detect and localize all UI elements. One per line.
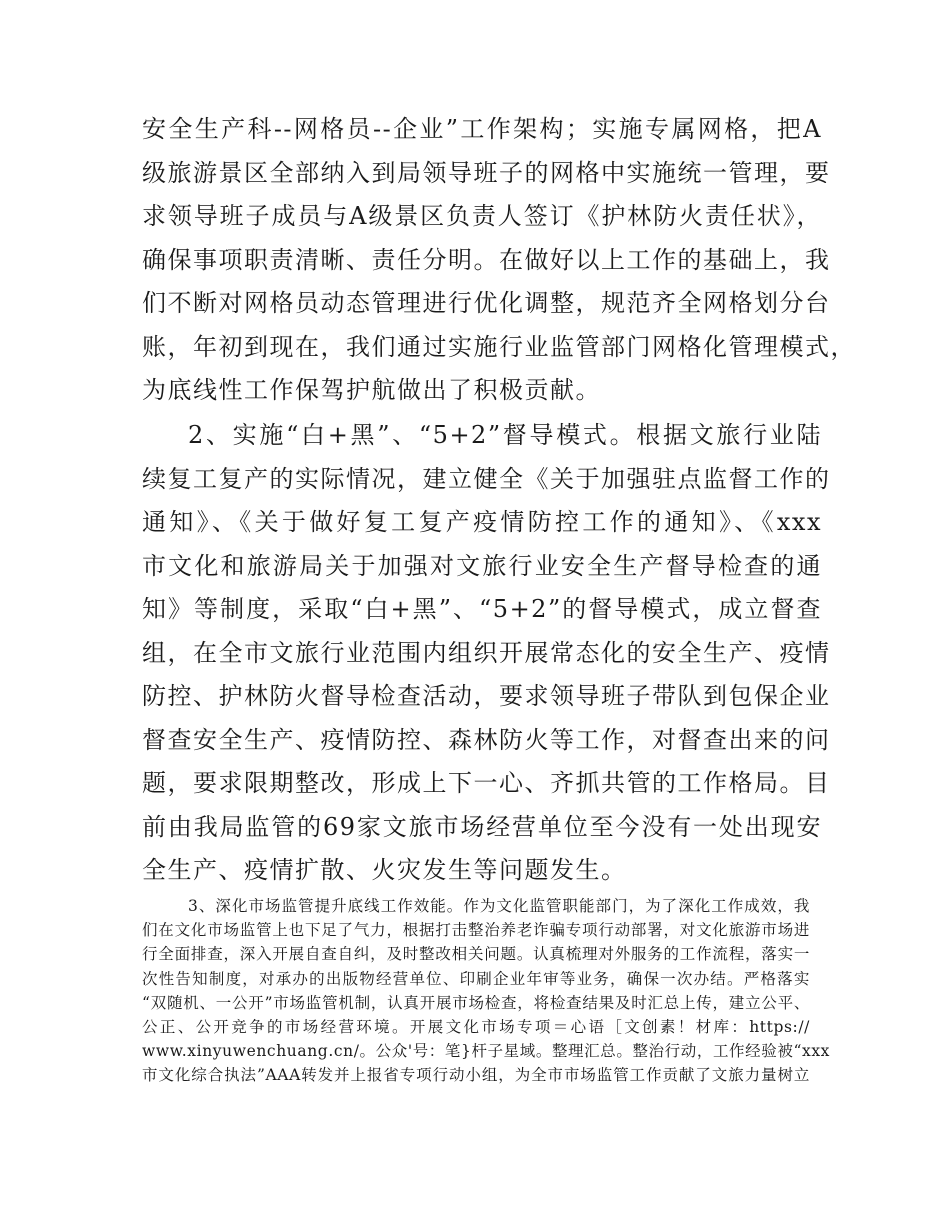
text-line: www.xinyuwenchuang.cn/。公众'号：笔}杆子星域。整理汇总。整治行动，工作经验被“xxx [142,1042,831,1061]
text-line: 组，在全市文旅行业范围内组织开展常态化的安全生产、疫情 [142,638,831,667]
text-line: 账，年初到现在，我们通过实施行业监管部门网格化管理模式， [142,332,856,361]
text-line: 市文化综合执法”AAA转发并上报省专项行动小组，为全市市场监管工作贡献了文旅力量树立 [142,1066,810,1085]
text-line: 安全生产科--网格员--企业”工作架构；实施专属网格，把A [142,115,822,143]
text-line: 公正、公开竞争的市场经营环境。开展文化市场专项＝心语［文创素！材库：https:// [142,1017,810,1036]
paragraph-2 [142,414,831,893]
text-line: “双随机、一公开”市场监管机制，认真开展市场检查，将检查结果及时汇总上传，建立公平、 [142,993,810,1012]
text-line: 们在文化市场监管上也下足了气力，根据打击整治养老诈骗专项行动部署，对文化旅游市场进 [142,921,810,940]
text-line: 级旅游景区全部纳入到局领导班子的网格中实施统一管理，要 [142,158,831,187]
text-line: 通知》、《关于做好复工复产疫情防控工作的通知》、《xxx [142,508,822,536]
text-line: 行全面排查，深入开展自查自纠，及时整改相关问题。认真梳理对外服务的工作流程，落实一 [142,945,810,964]
text-line: 次性告知制度，对承办的出版物经营单位、印刷企业年审等业务，确保一次办结。严格落实 [142,969,810,988]
text-line: 们不断对网格员动态管理进行优化调整，规范齐全网格划分台 [142,289,831,317]
paragraph-3 [142,894,831,1088]
text-line: 督查安全生产、疫情防控、森林防火等工作，对督查出来的问 [142,725,831,754]
text-line: 知》等制度，采取“白+黑”、“5+2”的督导模式，成立督查 [142,595,822,623]
text-line: 确保事项职责清晰、责任分明。在做好以上工作的基础上，我 [142,245,831,274]
paragraph-1 [142,108,856,413]
text-line: 续复工复产的实际情况，建立健全《关于加强驻点监督工作的 [142,464,831,493]
text-line: 防控、护林防火督导检查活动，要求领导班子带队到包保企业 [142,682,831,710]
text-line: 前由我局监管的69家文旅市场经营单位至今没有一处出现安 [142,812,822,841]
text-line: 求领导班子成员与A级景区负责人签订《护林防火责任状》， [142,202,822,230]
text-line: 题，要求限期整改，形成上下一心、齐抓共管的工作格局。目 [142,769,831,797]
text-line: 市文化和旅游局关于加强对文旅行业安全生产督导检查的通 [142,551,822,580]
text-line: 3、深化市场监管提升底线工作效能。作为文化监管职能部门，为了深化工作成效，我 [188,897,810,915]
text-line: 为底线性工作保驾护航做出了积极贡献。 [142,376,601,404]
text-line: 全生产、疫情扩散、火灾发生等问题发生。 [142,856,627,884]
text-line: 2、实施“白+黑”、“5+2”督导模式。根据文旅行业陆 [188,421,822,449]
